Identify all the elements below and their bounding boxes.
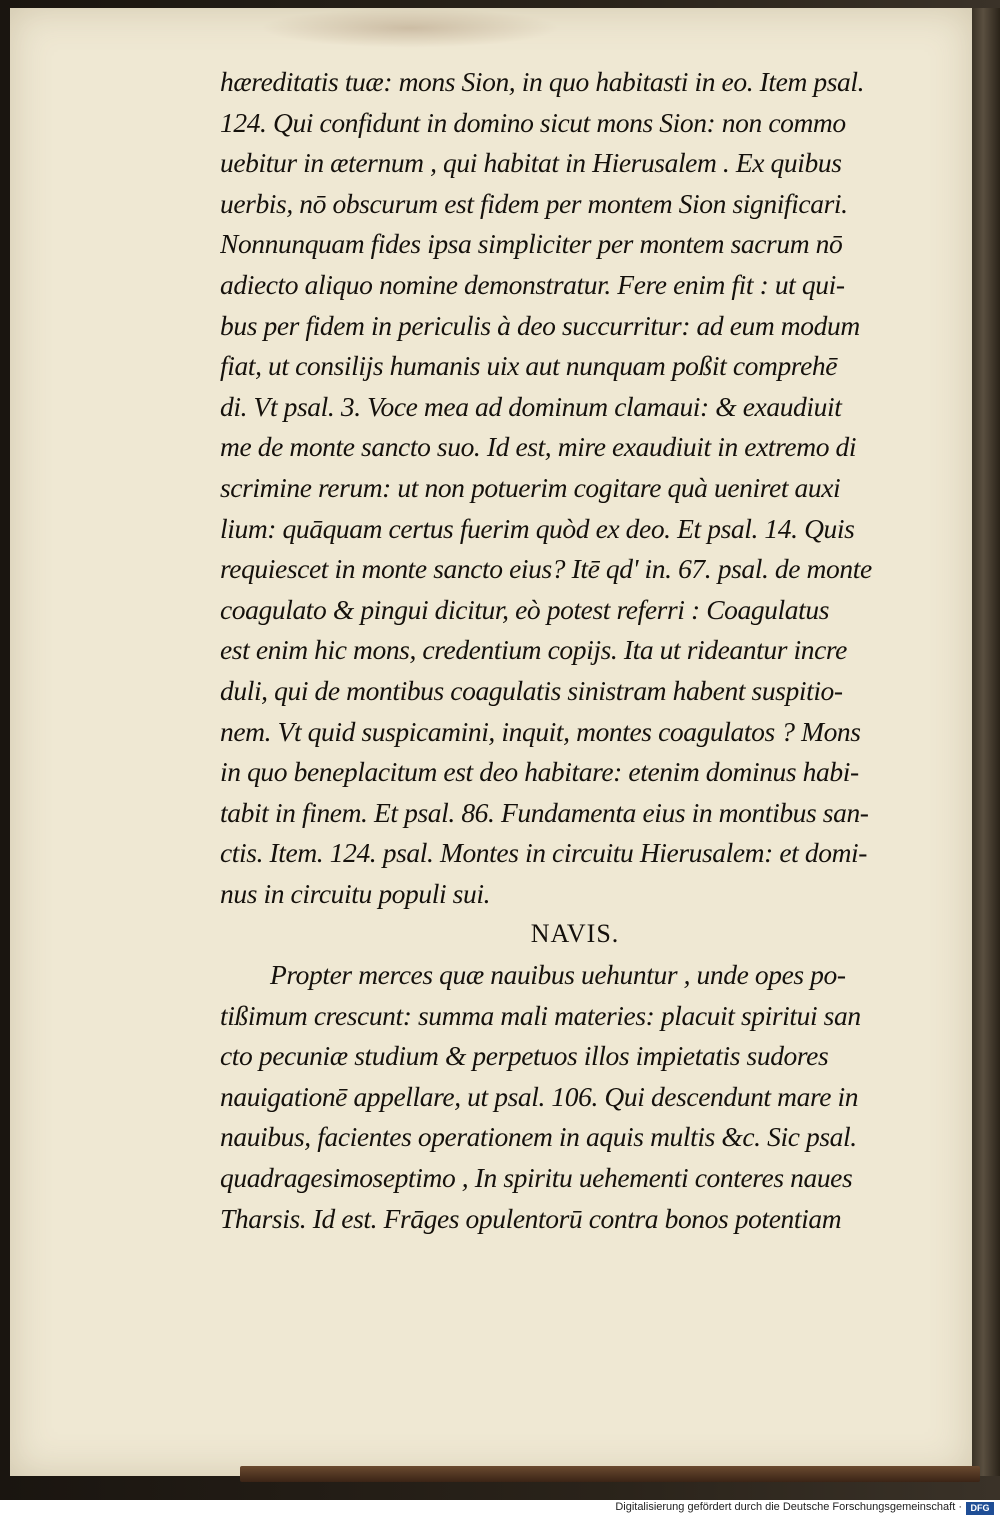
text-line: cto pecuniæ studium & perpetuos illos impietatis sudores xyxy=(220,1040,829,1072)
text-line: me de monte sancto suo. Id est, mire exaudiuit in extremo di xyxy=(220,431,857,463)
digitization-credit: Digitalisierung gefördert durch die Deutsche Forschungsgemeinschaft · xyxy=(615,1501,962,1513)
text-line: scrimine rerum: ut non potuerim cogitare quà ueniret auxi xyxy=(220,471,841,503)
text-line: bus per fidem in periculis à deo succurritur: ad eum modum xyxy=(220,309,860,341)
text-line: tißimum crescunt: summa mali materies: placuit spiritui san xyxy=(220,999,861,1031)
page-stain xyxy=(260,8,560,48)
text-line: lium: quāquam certus fuerim quòd ex deo. Et psal. 14. Quis xyxy=(220,512,855,544)
text-line: quadragesimoseptimo , In spiritu uehementi conteres naues xyxy=(220,1162,853,1194)
text-line: est enim hic mons, credentium copijs. Ita ut rideantur incre xyxy=(220,634,847,666)
text-line: requiescet in monte sancto eius? Itē qd' in. 67. psal. de monte xyxy=(220,553,872,585)
dfg-logo: DFG xyxy=(966,1502,994,1515)
text-line: in quo beneplacitum est deo habitare: etenim dominus habi- xyxy=(220,756,859,788)
page-text xyxy=(220,62,930,1239)
text-line: 124. Qui confidunt in domino sicut mons Sion: non commo xyxy=(220,106,846,138)
text-line: fiat, ut consilijs humanis uix aut nunquam poßit comprehē xyxy=(220,350,838,382)
text-line: ctis. Item. 124. psal. Montes in circuitu Hierusalem: et domi- xyxy=(220,837,868,869)
text-line: uebitur in æternum , qui habitat in Hierusalem . Ex quibus xyxy=(220,147,842,179)
text-line: Tharsis. Id est. Frāges opulentorū contra bonos potentiam xyxy=(220,1202,842,1234)
text-line: di. Vt psal. 3. Voce mea ad dominum clamaui: & exaudiuit xyxy=(220,390,842,422)
text-line: nauibus, facientes operationem in aquis multis &c. Sic psal. xyxy=(220,1121,857,1153)
text-line: nauigationē appellare, ut psal. 106. Qui descendunt mare in xyxy=(220,1080,859,1112)
text-line: adiecto aliquo nomine demonstratur. Fere enim fit : ut qui- xyxy=(220,268,845,300)
text-line: uerbis, nō obscurum est fidem per montem Sion significari. xyxy=(220,187,848,219)
section-heading: NAVIS. xyxy=(530,919,620,949)
book-bottom-edge xyxy=(240,1466,980,1482)
text-line: nus in circuitu populi sui. xyxy=(220,877,491,909)
text-line: nem. Vt quid suspicamini, inquit, montes coagulatos ? Mons xyxy=(220,715,861,747)
text-line: coagulato & pingui dicitur, eò potest referri : Coagulatus xyxy=(220,593,830,625)
text-line: Propter merces quæ nauibus uehuntur , unde opes po- xyxy=(270,959,846,991)
text-line: Nonnunquam fides ipsa simpliciter per montem sacrum nō xyxy=(220,228,843,260)
text-line: hæreditatis tuæ: mons Sion, in quo habitasti in eo. Item psal. xyxy=(220,66,865,97)
book-fore-edge xyxy=(972,8,1000,1476)
text-line: duli, qui de montibus coagulatis sinistram habent suspitio- xyxy=(220,674,843,706)
text-line: tabit in finem. Et psal. 86. Fundamenta eius in montibus san- xyxy=(220,796,869,828)
